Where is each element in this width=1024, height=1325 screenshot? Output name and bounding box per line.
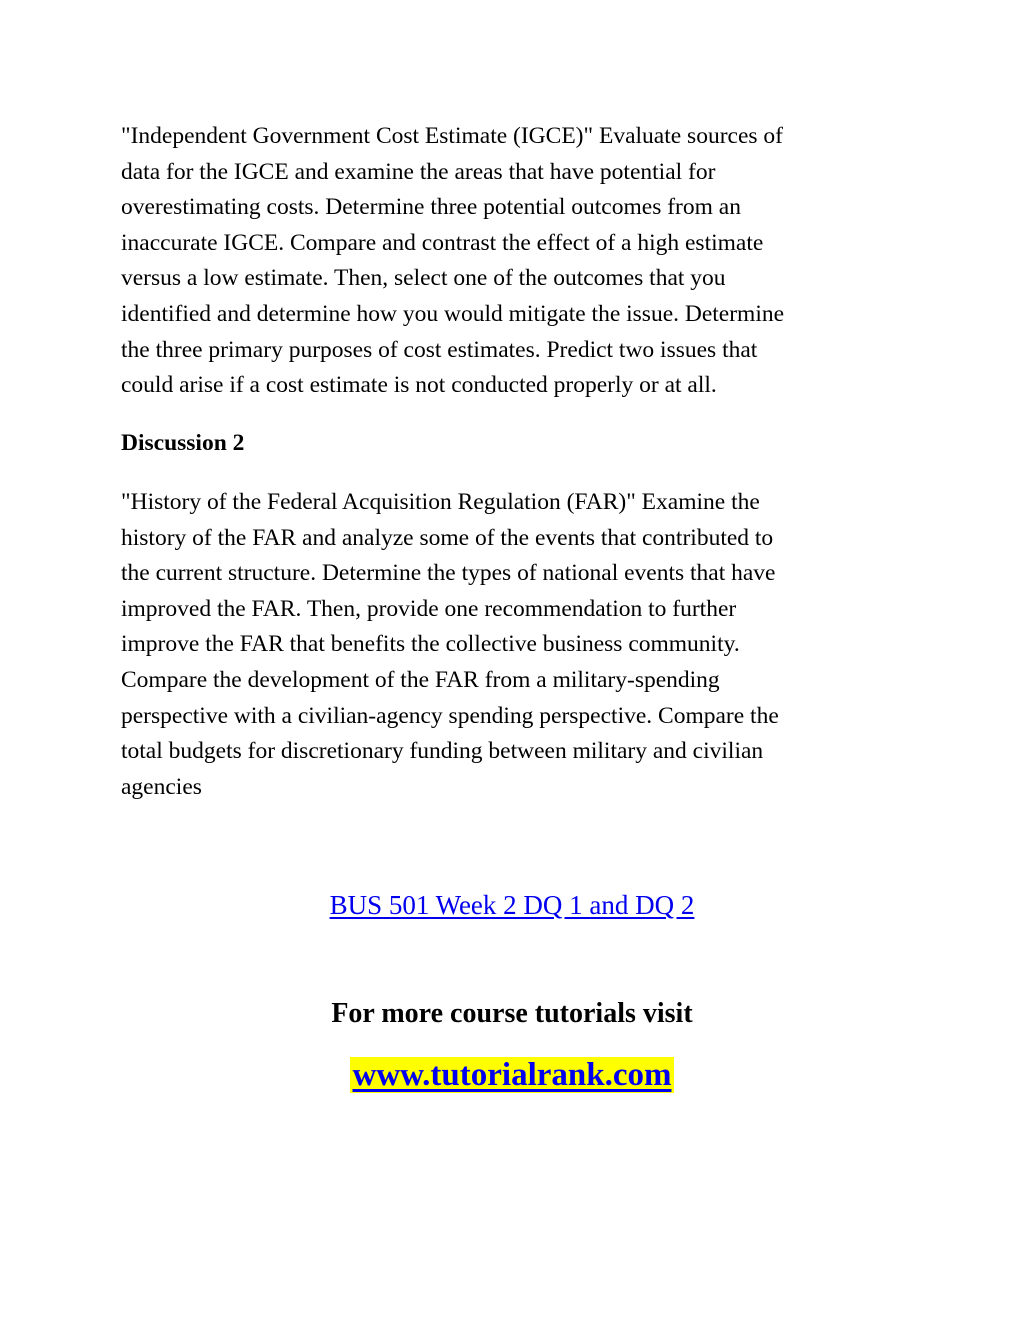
paragraph-line: improved the FAR. Then, provide one recommendation to further bbox=[121, 595, 737, 622]
paragraph-igce bbox=[121, 119, 891, 404]
paragraph-line: perspective with a civilian-agency spending perspective. Compare the bbox=[121, 702, 779, 729]
paragraph-line: "Independent Government Cost Estimate (IGCE)" Evaluate sources of bbox=[121, 123, 783, 149]
paragraph-line: total budgets for discretionary funding between military and civilian bbox=[121, 738, 764, 765]
paragraph-line: identified and determine how you would mitigate the issue. Determine bbox=[121, 300, 785, 327]
course-link[interactable]: BUS 501 Week 2 DQ 1 and DQ 2 bbox=[329, 890, 695, 920]
paragraph-line: the current structure. Determine the types of national events that have bbox=[121, 560, 776, 587]
paragraph-line: versus a low estimate. Then, select one of the outcomes that you bbox=[121, 265, 726, 292]
course-link-container bbox=[0, 885, 1024, 925]
paragraph-line: data for the IGCE and examine the areas that have potential for bbox=[121, 158, 716, 185]
paragraph-line: overestimating costs. Determine three potential outcomes from an bbox=[121, 194, 741, 221]
paragraph-line: the three primary purposes of cost estimates. Predict two issues that bbox=[121, 336, 758, 363]
site-link[interactable]: www.tutorialrank.com bbox=[350, 1057, 675, 1093]
visit-text: For more course tutorials visit bbox=[331, 998, 693, 1029]
paragraph-line: Compare the development of the FAR from a military-spending bbox=[121, 666, 720, 693]
paragraph-line: inaccurate IGCE. Compare and contrast the effect of a high estimate bbox=[121, 229, 764, 256]
paragraph-far bbox=[121, 485, 891, 805]
paragraph-line: could arise if a cost estimate is not conducted properly or at all. bbox=[121, 372, 717, 399]
discussion-2-heading: Discussion 2 bbox=[121, 430, 245, 456]
paragraph-line: "History of the Federal Acquisition Regulation (FAR)" Examine the bbox=[121, 489, 760, 515]
site-link-container bbox=[0, 1053, 1024, 1097]
paragraph-line: agencies bbox=[121, 773, 202, 800]
paragraph-line: history of the FAR and analyze some of the events that contributed to bbox=[121, 524, 774, 551]
paragraph-line: improve the FAR that benefits the collective business community. bbox=[121, 631, 740, 658]
